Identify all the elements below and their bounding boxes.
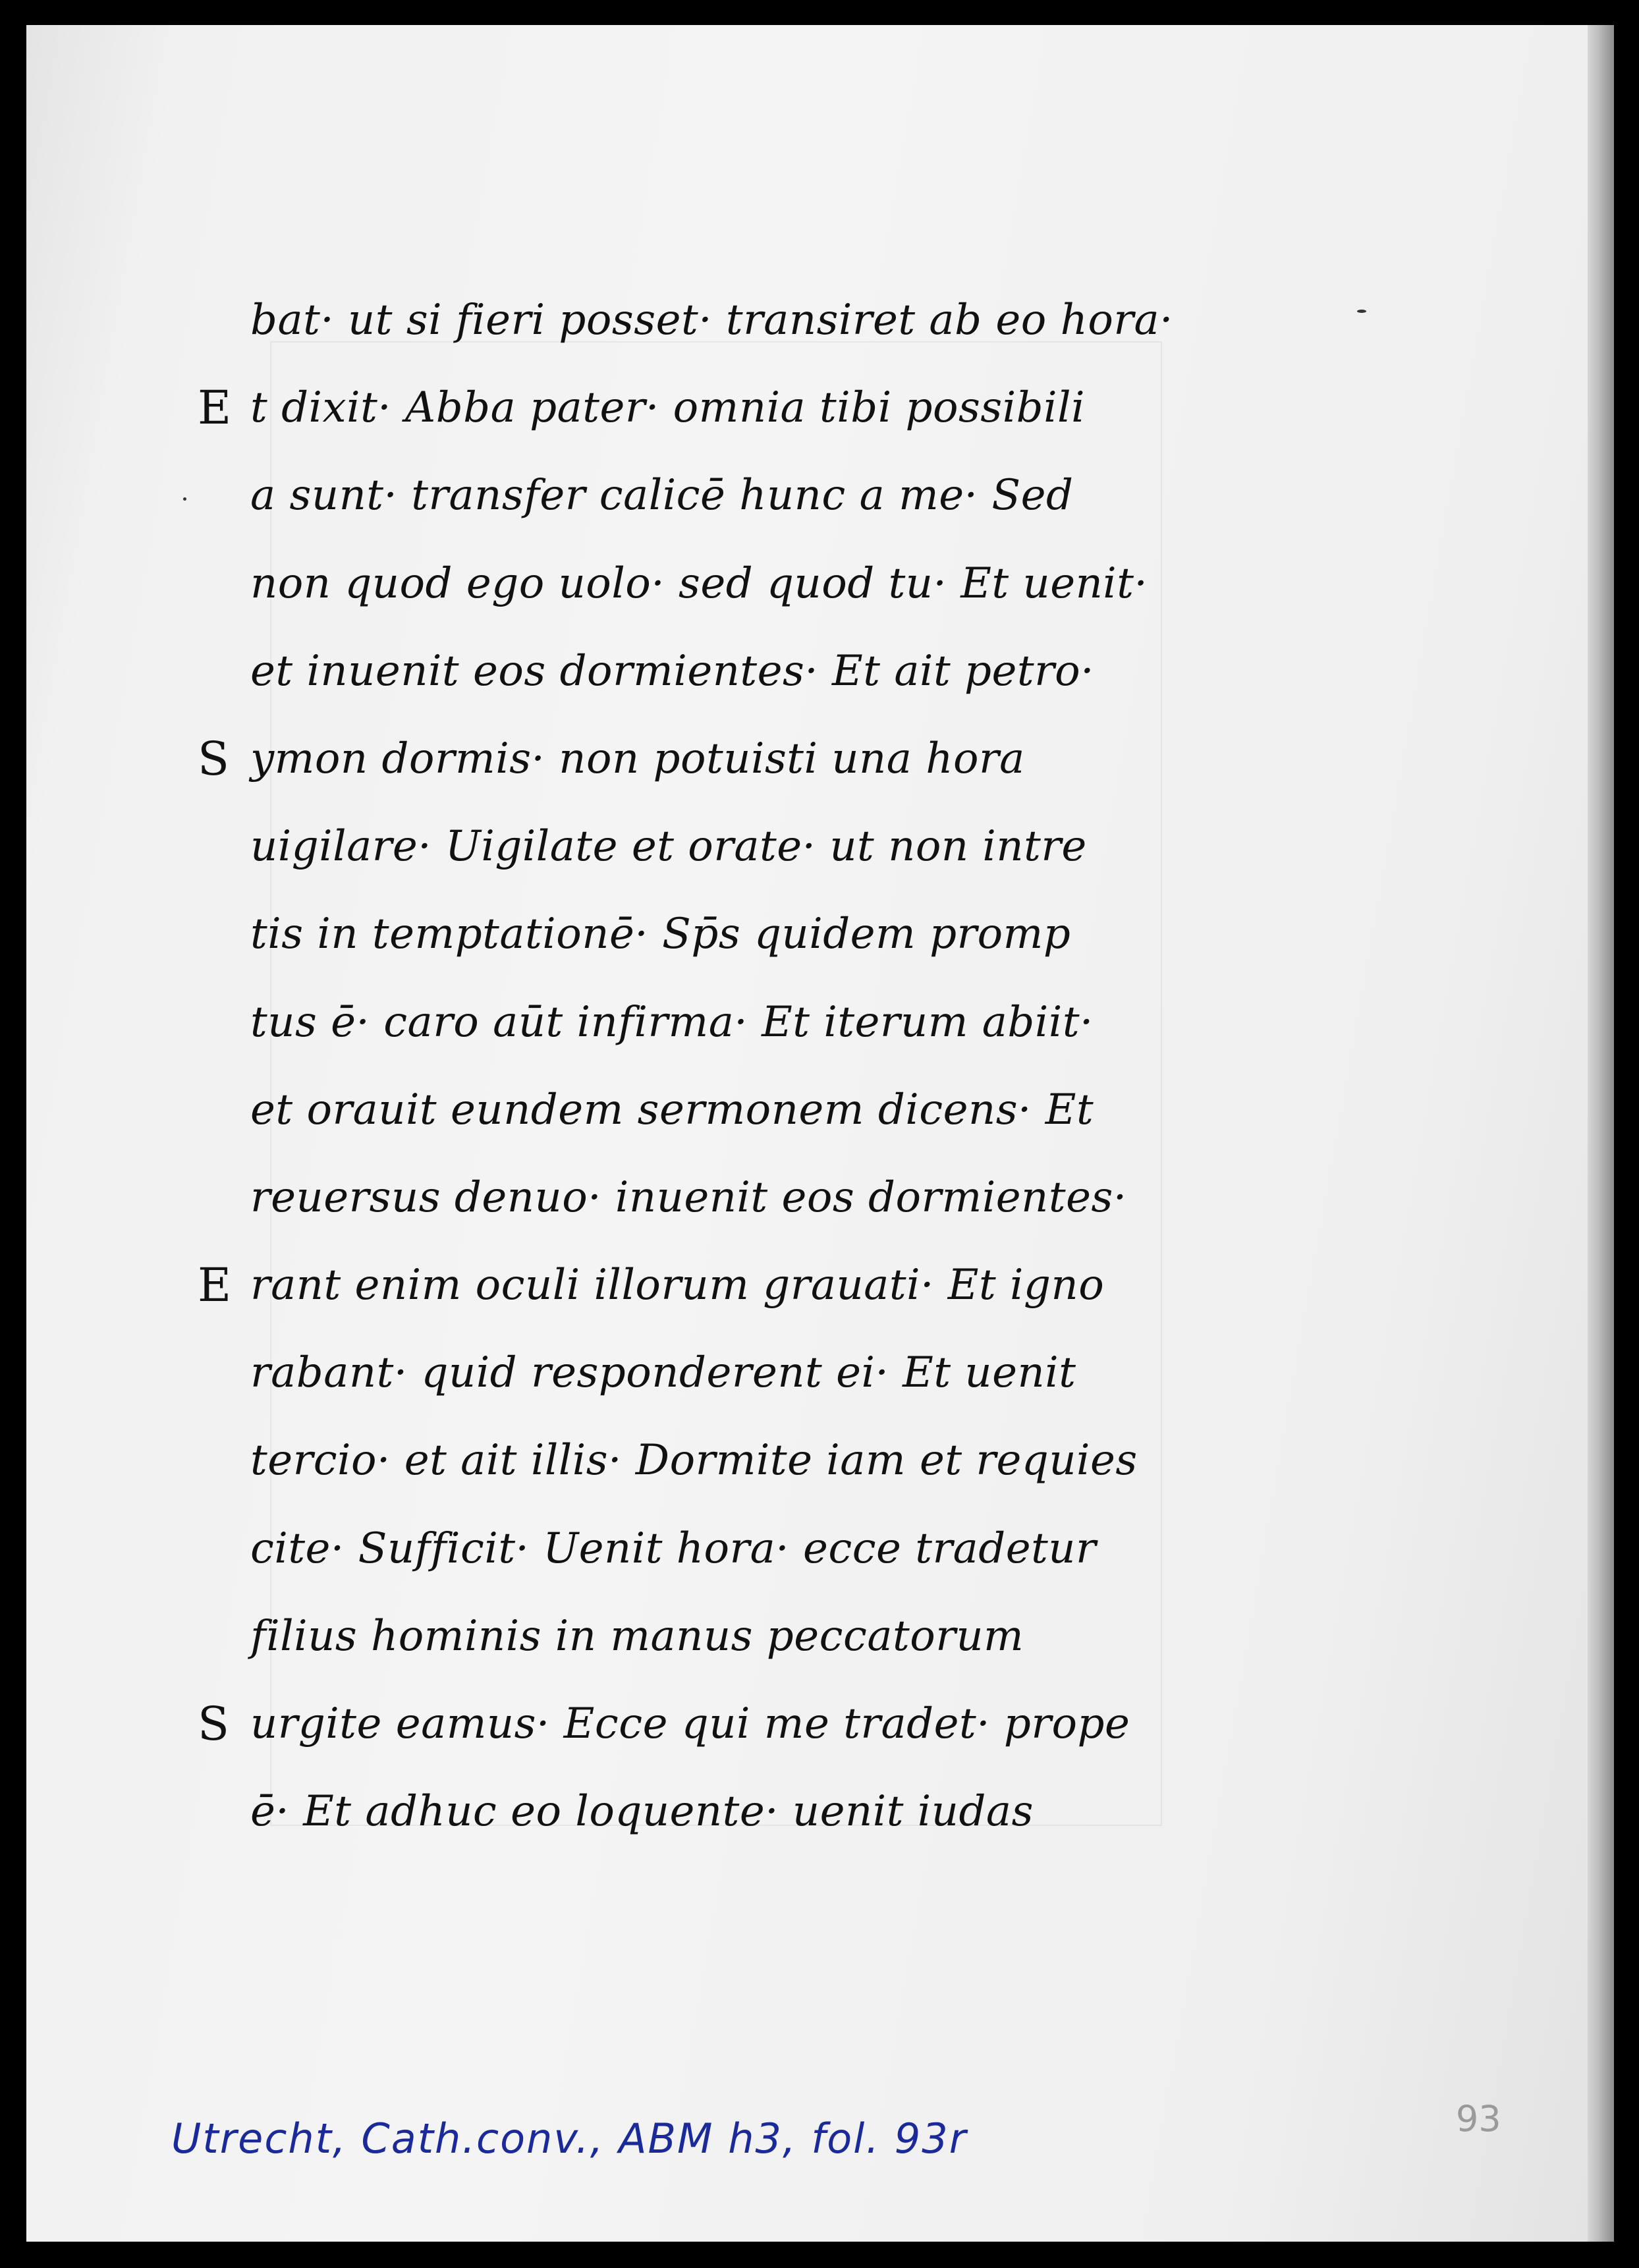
- shelfmark-annotation: Utrecht, Cath.conv., ABM h3, fol. 93r: [171, 2115, 968, 2163]
- line-text: reuersus denuo· inuenit eos dormientes·: [250, 1173, 1127, 1222]
- manuscript-line: [250, 540, 1173, 628]
- line-text: a sunt· transfer calicē hunc a me· Sed: [250, 471, 1074, 520]
- manuscript-line: [198, 364, 1173, 452]
- line-text: rabant· quid responderent ei· Et uenit: [250, 1348, 1076, 1398]
- manuscript-text-block: [198, 277, 1173, 1856]
- manuscript-line: [198, 1680, 1173, 1768]
- manuscript-line: [250, 1505, 1173, 1593]
- line-text: uigilare· Uigilate et orate· ut non intre: [250, 822, 1087, 871]
- line-text: ē· Et adhuc eo loquente· uenit iudas: [250, 1787, 1034, 1837]
- manuscript-line: [250, 1066, 1173, 1154]
- initial-letter: E: [198, 381, 232, 435]
- line-text: filius hominis in manus peccatorum: [250, 1611, 1024, 1661]
- line-text: tercio· et ait illis· Dormite iam et requies: [250, 1436, 1138, 1485]
- manuscript-line: [198, 715, 1173, 803]
- initial-letter: S: [198, 731, 230, 786]
- folio-number: 93: [1456, 2098, 1501, 2140]
- line-text: tis in temptationē· Sp̄s quidem promp: [250, 910, 1071, 959]
- line-text: et inuenit eos dormientes· Et ait petro·: [250, 646, 1095, 696]
- line-text: tus ē· caro aūt infirma· Et iterum abiit·: [250, 997, 1094, 1047]
- manuscript-line: [250, 1768, 1173, 1856]
- manuscript-line: [250, 803, 1173, 891]
- manuscript-line: [250, 1417, 1173, 1505]
- manuscript-line: [250, 277, 1173, 364]
- line-text: urgite eamus· Ecce qui me tradet· prope: [250, 1700, 1130, 1748]
- manuscript-line: [198, 1242, 1173, 1329]
- line-text: et orauit eundem sermonem dicens· Et: [250, 1085, 1094, 1134]
- leaf-right-edge: [1588, 25, 1614, 2242]
- line-text: t dixit· Abba pater· omnia tibi possibili: [250, 383, 1086, 433]
- line-text: ymon dormis· non potuisti una hora: [250, 734, 1025, 783]
- manuscript-line: [250, 1329, 1173, 1417]
- ink-speck: [183, 497, 186, 501]
- ink-speck: [1357, 310, 1366, 313]
- initial-letter: E: [198, 1258, 232, 1313]
- line-text: bat· ut si fieri posset· transiret ab eo hora·: [250, 296, 1173, 345]
- manuscript-line: [250, 979, 1173, 1066]
- manuscript-line: [250, 1593, 1173, 1680]
- line-text: non quod ego uolo· sed quod tu· Et uenit·: [250, 559, 1148, 608]
- manuscript-line: [250, 628, 1173, 715]
- manuscript-line: [250, 452, 1173, 539]
- line-text: rant enim oculi illorum grauati· Et igno: [250, 1261, 1105, 1310]
- manuscript-line: [250, 1154, 1173, 1242]
- line-text: cite· Sufficit· Uenit hora· ecce tradetur: [250, 1524, 1097, 1573]
- manuscript-line: [250, 891, 1173, 978]
- initial-letter: S: [198, 1697, 230, 1751]
